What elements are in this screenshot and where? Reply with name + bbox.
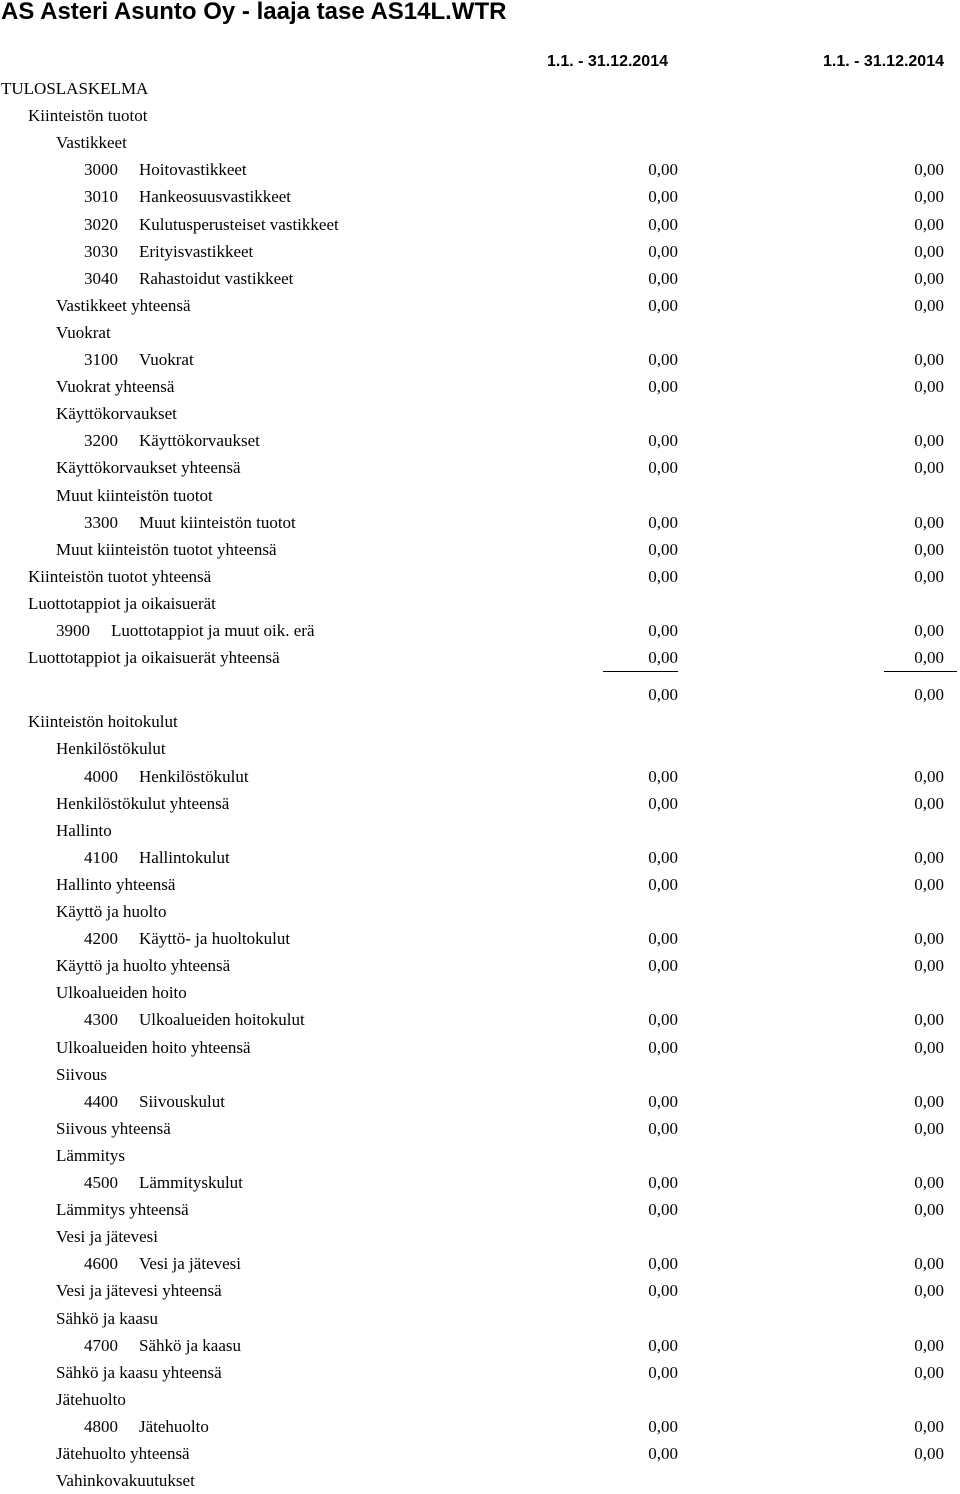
value-period-2: 0,00 bbox=[914, 1362, 944, 1382]
value-period-1: 0,00 bbox=[648, 214, 678, 234]
value-period-1: 0,00 bbox=[648, 512, 678, 532]
account-row bbox=[0, 346, 960, 373]
total-row bbox=[0, 292, 960, 319]
account-name: Hoitovastikkeet bbox=[139, 160, 247, 180]
value-period-2: 0,00 bbox=[914, 350, 944, 369]
account-name: Muut kiinteistön tuotot bbox=[139, 512, 296, 532]
value-period-1: 0,00 bbox=[648, 241, 678, 261]
account-name: Erityisvastikkeet bbox=[139, 241, 254, 261]
section-label: Kiinteistön tuotot bbox=[28, 106, 148, 126]
account-code: 4300 bbox=[84, 1010, 118, 1030]
subtotal-underline-2 bbox=[884, 671, 957, 672]
total-label: Siivous yhteensä bbox=[56, 1118, 171, 1138]
value-period-1: 0,00 bbox=[648, 874, 678, 894]
section-label: Ulkoalueiden hoito bbox=[56, 983, 187, 1003]
value-period-2: 0,00 bbox=[914, 539, 944, 559]
value-period-1: 0,00 bbox=[648, 847, 678, 867]
section-label: Kiinteistön hoitokulut bbox=[28, 712, 178, 732]
account-row bbox=[0, 925, 960, 952]
account-code: 3020 bbox=[84, 214, 118, 234]
value-period-2: 0,00 bbox=[914, 241, 944, 261]
section-header-row bbox=[0, 75, 960, 102]
total-row bbox=[0, 1034, 960, 1061]
section-header-row bbox=[0, 400, 960, 427]
section-header-row bbox=[0, 1386, 960, 1413]
value-period-2: 0,00 bbox=[914, 268, 944, 288]
value-period-1: 0,00 bbox=[648, 1091, 678, 1111]
account-name: Sähkö ja kaasu bbox=[139, 1335, 241, 1355]
total-label: Luottotappiot ja oikaisuerät yhteensä bbox=[28, 648, 280, 668]
period-header-2: 1.1. - 31.12.2014 bbox=[823, 53, 944, 70]
value-period-1: 0,00 bbox=[648, 1118, 678, 1138]
total-row bbox=[0, 536, 960, 563]
section-label: Vahinkovakuutukset bbox=[56, 1471, 195, 1491]
account-row bbox=[0, 156, 960, 183]
account-code: 4200 bbox=[84, 929, 118, 949]
value-period-1: 0,00 bbox=[648, 621, 678, 640]
account-code: 4800 bbox=[84, 1416, 118, 1436]
account-name: Ulkoalueiden hoitokulut bbox=[139, 1010, 305, 1030]
value-period-2: 0,00 bbox=[914, 512, 944, 532]
account-code: 3030 bbox=[84, 241, 118, 261]
account-row bbox=[0, 1088, 960, 1115]
value-period-1: 0,00 bbox=[648, 1362, 678, 1382]
section-header-row bbox=[0, 735, 960, 762]
value-period-1: 0,00 bbox=[648, 1444, 678, 1463]
section-label: Muut kiinteistön tuotot bbox=[56, 485, 213, 505]
value-period-2: 0,00 bbox=[914, 1416, 944, 1436]
value-period-2: 0,00 bbox=[914, 956, 944, 976]
total-label: Ulkoalueiden hoito yhteensä bbox=[56, 1037, 251, 1057]
value-period-2: 0,00 bbox=[914, 1281, 944, 1301]
section-label: Lämmitys bbox=[56, 1145, 125, 1165]
subtotal-underline-1 bbox=[603, 671, 678, 672]
value-period-1: 0,00 bbox=[648, 648, 678, 668]
report-title: AS Asteri Asunto Oy - laaja tase AS14L.WTR bbox=[1, 0, 507, 25]
account-code: 4700 bbox=[84, 1335, 118, 1355]
account-row bbox=[0, 1169, 960, 1196]
value-period-1: 0,00 bbox=[648, 1010, 678, 1030]
total-row bbox=[0, 1359, 960, 1386]
value-period-1: 0,00 bbox=[648, 685, 678, 705]
section-label: Käyttökorvaukset bbox=[56, 404, 177, 424]
total-label: Hallinto yhteensä bbox=[56, 874, 176, 894]
account-code: 3200 bbox=[84, 431, 118, 451]
value-period-1: 0,00 bbox=[648, 377, 678, 397]
section-label: Vuokrat bbox=[56, 322, 111, 342]
total-label: Henkilöstökulut yhteensä bbox=[56, 793, 230, 813]
total-row bbox=[0, 952, 960, 979]
section-header-row bbox=[0, 898, 960, 925]
account-name: Siivouskulut bbox=[139, 1091, 225, 1111]
subtotal-row bbox=[0, 681, 960, 708]
account-code: 3010 bbox=[84, 187, 118, 207]
account-row bbox=[0, 183, 960, 210]
account-code: 3100 bbox=[84, 350, 118, 369]
section-header-row bbox=[0, 708, 960, 735]
section-header-row bbox=[0, 1223, 960, 1250]
section-header-row bbox=[0, 319, 960, 346]
section-header-row bbox=[0, 482, 960, 509]
account-name: Luottotappiot ja muut oik. erä bbox=[111, 621, 315, 640]
value-period-1: 0,00 bbox=[648, 1335, 678, 1355]
account-row bbox=[0, 509, 960, 536]
value-period-2: 0,00 bbox=[914, 1091, 944, 1111]
section-label: Luottotappiot ja oikaisuerät bbox=[28, 593, 216, 613]
total-row bbox=[0, 454, 960, 481]
value-period-2: 0,00 bbox=[914, 929, 944, 949]
value-period-2: 0,00 bbox=[914, 1200, 944, 1220]
value-period-2: 0,00 bbox=[914, 1173, 944, 1192]
value-period-2: 0,00 bbox=[914, 1037, 944, 1057]
total-row bbox=[0, 1440, 960, 1467]
total-label: Käyttökorvaukset yhteensä bbox=[56, 458, 241, 478]
account-name: Käyttö- ja huoltokulut bbox=[139, 929, 291, 949]
account-row bbox=[0, 1006, 960, 1033]
account-name: Henkilöstökulut bbox=[139, 766, 249, 786]
section-label: Käyttö ja huolto bbox=[56, 902, 167, 921]
value-period-2: 0,00 bbox=[914, 187, 944, 207]
value-period-1: 0,00 bbox=[648, 1173, 678, 1192]
account-name: Jätehuolto bbox=[139, 1416, 209, 1436]
section-header-row bbox=[0, 129, 960, 156]
value-period-1: 0,00 bbox=[648, 539, 678, 559]
value-period-2: 0,00 bbox=[914, 793, 944, 813]
value-period-1: 0,00 bbox=[648, 1281, 678, 1301]
value-period-1: 0,00 bbox=[648, 268, 678, 288]
account-code: 4500 bbox=[84, 1173, 118, 1192]
total-label: Lämmitys yhteensä bbox=[56, 1200, 189, 1220]
value-period-1: 0,00 bbox=[648, 766, 678, 786]
value-period-2: 0,00 bbox=[914, 1335, 944, 1355]
value-period-2: 0,00 bbox=[914, 874, 944, 894]
account-row bbox=[0, 265, 960, 292]
section-header-row bbox=[0, 1305, 960, 1332]
section-header-row bbox=[0, 102, 960, 129]
account-name: Rahastoidut vastikkeet bbox=[139, 268, 294, 288]
section-label: TULOSLASKELMA bbox=[1, 79, 149, 98]
total-row bbox=[0, 373, 960, 400]
value-period-1: 0,00 bbox=[648, 1200, 678, 1220]
value-period-1: 0,00 bbox=[648, 350, 678, 369]
total-row bbox=[0, 644, 960, 671]
section-header-row bbox=[0, 1467, 960, 1494]
section-label: Siivous bbox=[56, 1064, 108, 1084]
section-label: Vesi ja jätevesi bbox=[56, 1227, 158, 1247]
total-label: Vuokrat yhteensä bbox=[56, 377, 175, 397]
account-code: 3000 bbox=[84, 160, 118, 180]
account-row bbox=[0, 763, 960, 790]
value-period-1: 0,00 bbox=[648, 1416, 678, 1436]
account-code: 4000 bbox=[84, 766, 118, 786]
account-row bbox=[0, 844, 960, 871]
value-period-2: 0,00 bbox=[914, 685, 944, 705]
value-period-1: 0,00 bbox=[648, 956, 678, 976]
account-row bbox=[0, 1250, 960, 1277]
section-header-row bbox=[0, 1061, 960, 1088]
account-code: 4600 bbox=[84, 1254, 118, 1274]
value-period-2: 0,00 bbox=[914, 766, 944, 786]
total-label: Muut kiinteistön tuotot yhteensä bbox=[56, 539, 277, 559]
value-period-2: 0,00 bbox=[914, 160, 944, 180]
value-period-2: 0,00 bbox=[914, 377, 944, 397]
value-period-2: 0,00 bbox=[914, 1444, 944, 1463]
value-period-2: 0,00 bbox=[914, 847, 944, 867]
account-row bbox=[0, 1332, 960, 1359]
value-period-2: 0,00 bbox=[914, 648, 944, 668]
account-code: 3900 bbox=[56, 621, 90, 640]
total-row bbox=[0, 790, 960, 817]
value-period-1: 0,00 bbox=[648, 187, 678, 207]
section-label: Henkilöstökulut bbox=[56, 739, 166, 759]
value-period-2: 0,00 bbox=[914, 566, 944, 586]
account-code: 3300 bbox=[84, 512, 118, 532]
account-name: Vesi ja jätevesi bbox=[139, 1254, 241, 1274]
value-period-1: 0,00 bbox=[648, 160, 678, 180]
account-name: Hankeosuusvastikkeet bbox=[139, 187, 292, 207]
total-row bbox=[0, 871, 960, 898]
total-label: Vastikkeet yhteensä bbox=[56, 295, 191, 315]
account-code: 3040 bbox=[84, 268, 118, 288]
value-period-1: 0,00 bbox=[648, 929, 678, 949]
account-code: 4100 bbox=[84, 847, 118, 867]
account-row bbox=[0, 211, 960, 238]
account-row bbox=[0, 238, 960, 265]
value-period-1: 0,00 bbox=[648, 458, 678, 478]
value-period-2: 0,00 bbox=[914, 1118, 944, 1138]
account-name: Lämmityskulut bbox=[139, 1173, 243, 1192]
account-name: Käyttökorvaukset bbox=[139, 431, 260, 451]
section-header-row bbox=[0, 1142, 960, 1169]
period-header-1: 1.1. - 31.12.2014 bbox=[547, 53, 668, 70]
value-period-1: 0,00 bbox=[648, 1037, 678, 1057]
total-label: Käyttö ja huolto yhteensä bbox=[56, 956, 231, 976]
value-period-2: 0,00 bbox=[914, 621, 944, 640]
section-label: Vastikkeet bbox=[56, 133, 127, 153]
account-row bbox=[0, 427, 960, 454]
total-row bbox=[0, 1115, 960, 1142]
total-label: Sähkö ja kaasu yhteensä bbox=[56, 1362, 222, 1382]
value-period-2: 0,00 bbox=[914, 1254, 944, 1274]
value-period-1: 0,00 bbox=[648, 1254, 678, 1274]
account-name: Vuokrat bbox=[139, 350, 194, 369]
value-period-2: 0,00 bbox=[914, 458, 944, 478]
section-header-row bbox=[0, 590, 960, 617]
value-period-2: 0,00 bbox=[914, 214, 944, 234]
value-period-1: 0,00 bbox=[648, 566, 678, 586]
value-period-1: 0,00 bbox=[648, 431, 678, 451]
value-period-2: 0,00 bbox=[914, 295, 944, 315]
value-period-2: 0,00 bbox=[914, 1010, 944, 1030]
account-row bbox=[0, 617, 960, 644]
value-period-2: 0,00 bbox=[914, 431, 944, 451]
section-label: Sähkö ja kaasu bbox=[56, 1308, 158, 1328]
total-label: Kiinteistön tuotot yhteensä bbox=[28, 566, 212, 586]
section-label: Hallinto bbox=[56, 820, 112, 840]
account-code: 4400 bbox=[84, 1091, 118, 1111]
account-name: Hallintokulut bbox=[139, 847, 230, 867]
value-period-1: 0,00 bbox=[648, 793, 678, 813]
account-name: Kulutusperusteiset vastikkeet bbox=[139, 214, 339, 234]
total-row bbox=[0, 1196, 960, 1223]
section-label: Jätehuolto bbox=[56, 1389, 126, 1409]
total-label: Jätehuolto yhteensä bbox=[56, 1444, 190, 1463]
section-header-row bbox=[0, 817, 960, 844]
section-header-row bbox=[0, 979, 960, 1006]
total-row bbox=[0, 1277, 960, 1304]
account-row bbox=[0, 1413, 960, 1440]
value-period-1: 0,00 bbox=[648, 295, 678, 315]
total-label: Vesi ja jätevesi yhteensä bbox=[56, 1281, 222, 1301]
total-row bbox=[0, 563, 960, 590]
